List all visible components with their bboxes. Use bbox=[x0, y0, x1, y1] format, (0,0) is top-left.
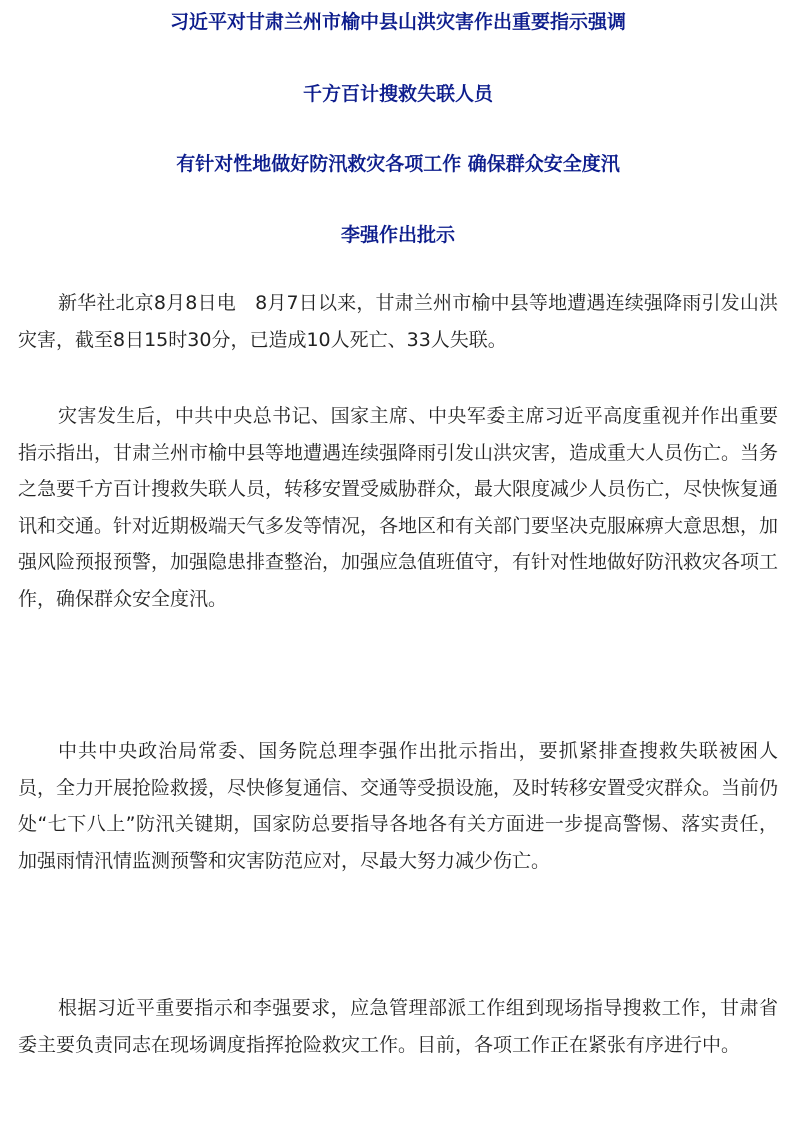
headline-subtitle-2: 有针对性地做好防汛救灾各项工作 确保群众安全度汛 bbox=[176, 153, 620, 175]
headline-subtitle-3: 李强作出批示 bbox=[340, 224, 455, 246]
headline-main: 习近平对甘肃兰州市榆中县山洪灾害作出重要指示强调 bbox=[169, 11, 626, 33]
paragraph-xi-instructions: 灾害发生后，中共中央总书记、国家主席、中央军委主席习近平高度重视并作出重要指示指出，甘肃兰州市榆中县等地遭遇连续强降雨引发山洪灾害，造成重大人员伤亡。当务之急要千方百计搜救失联人员，转移安置受威胁群众，最大限度减少人员伤亡，尽快恢复通讯和交通。针对近期极端天气多发等情况，各地区和有关部门要坚决克服麻痹大意思想，加强风险预报预警，加强隐患排查整治，加强应急值班值守，有针对性地做好防汛救灾各项工作，确保群众安全度汛。 bbox=[18, 405, 779, 610]
headline-subtitle-1: 千方百计搜救失联人员 bbox=[302, 83, 493, 105]
paragraph-response-status: 根据习近平重要指示和李强要求，应急管理部派工作组到现场指导搜救工作，甘肃省委主要负责同志在现场调度指挥抢险救灾工作。目前，各项工作正在紧张有序进行中。 bbox=[18, 997, 778, 1056]
paragraph-dateline: 新华社北京8月8日电 8月7日以来，甘肃兰州市榆中县等地遭遇连续强降雨引发山洪灾害，截至8日15时30分，已造成10人死亡、33人失联。 bbox=[18, 292, 778, 351]
paragraph-li-instructions: 中共中央政治局常委、国务院总理李强作出批示指出，要抓紧排查搜救失联被困人员，全力开展抢险救援，尽快修复通信、交通等受损设施，及时转移安置受灾群众。当前仍处“七下八上”防汛关键期，国家防总要指导各地各有关方面进一步提高警惕、落实责任，加强雨情汛情监测预警和灾害防范应对，尽最大努力减少伤亡。 bbox=[18, 740, 779, 872]
